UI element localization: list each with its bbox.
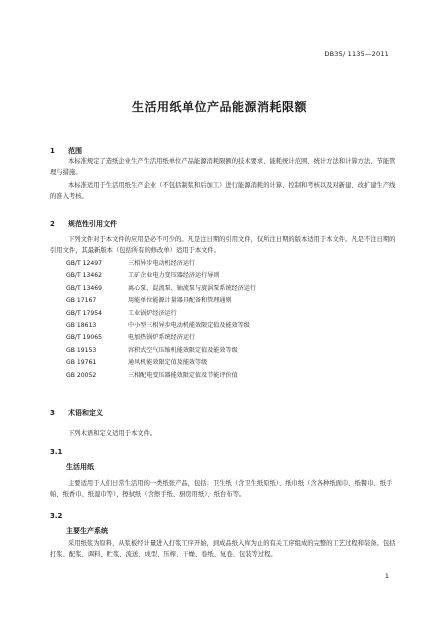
reference-title: 三相异步电动机经济运行	[128, 260, 196, 267]
section-number: 2	[50, 220, 55, 228]
reference-standard-number: GB/T 12497	[66, 260, 103, 267]
section-1-heading	[50, 146, 82, 156]
section-3-heading	[50, 408, 103, 418]
reference-title: 电加热锅炉系统经济运行	[128, 334, 196, 342]
section-3-intro: 下列术语和定义适用于本文件。	[68, 430, 157, 437]
reference-item	[66, 270, 256, 282]
reference-title: 三相配电变压器能效限定值及节能评价值	[128, 371, 238, 379]
term-3-2-definition: 采用纸浆为原料，从浆板经计量进入打浆工序开始，到成品纸入库为止的有关工序组成的完整的工艺过程和装备。包括打浆、配浆、调料、贮浆、流送、成型、压榨、干燥、卷纸、复卷、包装等过程。	[50, 540, 396, 558]
reference-standard-number: GB 17167	[66, 297, 97, 305]
reference-standard-number: GB 19761	[66, 359, 97, 367]
reference-title: 工矿企业电力变压器经济运行导则	[128, 272, 220, 280]
section-number: 1	[50, 147, 55, 155]
reference-item	[66, 308, 256, 320]
reference-title: 容积式空气压缩机能效限定值及能效等级	[128, 346, 238, 354]
reference-item	[66, 283, 256, 295]
term-3-2-number: 3.2	[50, 512, 63, 520]
reference-title: 工业锅炉经济运行	[128, 309, 177, 317]
term-3-1-definition: 主要适用于人们日常生活用的一类纸张产品，包括：卫生纸（含卫生纸原纸）、纸巾纸（含各种纸面巾、纸餐巾、纸手帕、纸香巾、纸湿巾等）、擦拭纸（含擦手纸、厨房用纸）、纸台布等。	[50, 480, 393, 498]
reference-title: 用能单位能源计量器具配备和管理通则	[128, 297, 232, 305]
term-3-2-name: 主要生产系统	[66, 527, 108, 535]
reference-item	[66, 345, 256, 357]
term-3-1-name: 生活用纸	[66, 463, 94, 471]
reference-standard-number: GB 19153	[66, 346, 97, 354]
reference-item	[66, 320, 256, 332]
reference-title: 中小型三相异步电动机能效限定值及能效等级	[128, 322, 250, 330]
reference-title: 通风机能效限定值及能效等级	[128, 359, 208, 367]
reference-standard-number: GB/T 13462	[66, 272, 103, 280]
reference-item	[66, 357, 256, 369]
term-3-1-number: 3.1	[50, 448, 63, 456]
reference-title: 离心泵、混流泵、轴流泵与旋涡泵系统经济运行	[128, 284, 256, 292]
reference-item	[66, 370, 256, 382]
reference-standard-number: GB/T 19065	[66, 334, 103, 342]
reference-standard-number: GB 20052	[66, 371, 97, 379]
reference-standard-number: GB/T 13469	[66, 284, 103, 292]
section-2-heading	[50, 219, 117, 229]
reference-standard-number: GB/T 17954	[66, 309, 103, 317]
section-title: 术语和定义	[68, 409, 103, 417]
reference-item	[66, 295, 256, 307]
standard-code: DB35/ 1135—2011	[324, 50, 389, 58]
section-1-paragraph-2: 本标准适用于生活用纸生产企业（不包括制浆和后加工）进行能源消耗的计算、控制和考核以及对新建、改扩建生产线的准入考核。	[50, 182, 396, 200]
section-title: 范围	[68, 147, 82, 155]
normative-references-list	[66, 258, 256, 382]
document-title: 生活用纸单位产品能源消耗限额	[131, 100, 307, 114]
page-number: 1	[384, 572, 389, 580]
section-2-paragraph-1: 下列文件对于本文件的应用是必不可少的。凡是注日期的引用文件，仅所注日期的版本适用于本文件。凡是不注日期的引用文件，其最新版本（包括所有的修改单）适用于本文件。	[50, 236, 396, 254]
reference-standard-number: GB 18613	[66, 322, 97, 330]
section-1-paragraph-1: 本标准规定了造纸企业生产生活用纸单位产品能源消耗限额的技术要求、能耗统计范围、统计方法和计算方法、节能管理与措施。	[50, 158, 396, 176]
section-title: 规范性引用文件	[68, 220, 117, 228]
reference-item	[66, 258, 256, 270]
reference-item	[66, 332, 256, 344]
section-number: 3	[50, 409, 55, 417]
